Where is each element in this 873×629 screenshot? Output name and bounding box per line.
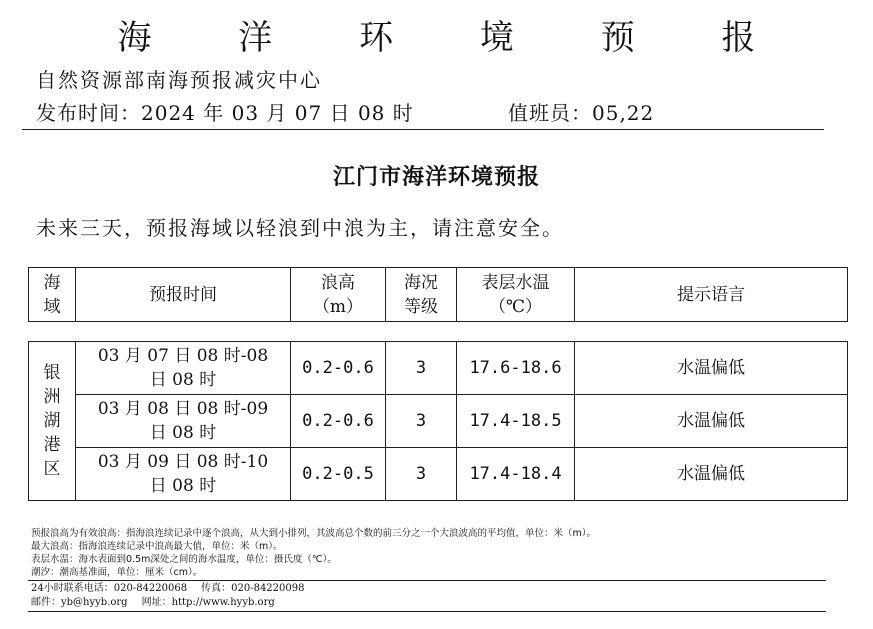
website-label: 网址： — [141, 597, 172, 608]
duty-officer-label: 值班员： — [508, 101, 592, 125]
region-char: 湖 — [43, 411, 61, 431]
period-line1: 03 月 07 日 08 时-08 — [97, 346, 269, 366]
contact-info — [31, 582, 304, 610]
temperature-cell: 17.4-18.5 — [457, 395, 575, 448]
table-row — [29, 395, 848, 448]
period-line2: 日 08 时 — [149, 370, 217, 390]
temperature-cell: 17.6-18.6 — [457, 342, 575, 395]
column-header-tip: 提示语言 — [575, 268, 848, 322]
region-char: 港 — [43, 435, 61, 455]
footnotes — [31, 527, 596, 579]
region-char: 区 — [43, 459, 61, 479]
release-time-value: 2024 年 03 月 07 日 08 时 — [141, 101, 414, 125]
column-header-sea-state — [386, 268, 457, 322]
forecast-table-header — [28, 267, 848, 322]
sea-state-cell: 3 — [386, 448, 457, 501]
column-header-period: 预报时间 — [76, 268, 291, 322]
period-line2: 日 08 时 — [149, 476, 217, 496]
contact-line-web — [31, 596, 304, 610]
fax-number: 020-84220098 — [231, 583, 305, 594]
release-time-line — [36, 97, 414, 126]
tip-cell: 水温偏低 — [575, 448, 848, 501]
sea-state-cell: 3 — [386, 395, 457, 448]
tip-cell: 水温偏低 — [575, 395, 848, 448]
website-link[interactable]: http://www.hyyb.org — [171, 597, 275, 608]
duty-officer-ids: 05,22 — [592, 101, 655, 125]
hotline-label: 24小时联系电话： — [31, 583, 114, 594]
footnote-max-wave: 最大浪高：指海浪连续记录中浪高最大值，单位：米（m）。 — [31, 541, 283, 552]
footnote-tide: 潮汐：潮高基准面，单位：厘米（cm）。 — [31, 567, 203, 578]
forecast-title: 江门市海洋环境预报 — [332, 164, 540, 190]
period-cell — [76, 342, 291, 395]
duty-officer-line — [508, 97, 654, 126]
footnote-wave-height: 预报浪高为有效浪高：指海浪连续记录中逐个浪高，从大到小排列，其波高总个数的前三分之一个大浪波高的平均值，单位：米（m）。 — [31, 528, 597, 539]
tip-cell: 水温偏低 — [575, 342, 848, 395]
wave-header-line2: （m） — [312, 296, 364, 317]
contact-divider-top — [28, 580, 826, 581]
hotline-number: 020-84220068 — [113, 583, 188, 594]
sea-state-cell: 3 — [386, 342, 457, 395]
temp-header-line1: 表层水温 — [481, 272, 550, 293]
wave-cell: 0.2-0.5 — [291, 448, 386, 501]
wave-header-line1: 浪高 — [321, 272, 355, 293]
region-cell — [29, 342, 76, 501]
contact-divider-bottom — [28, 611, 826, 612]
document-title: 海 洋 环 境 预 报 — [117, 18, 794, 58]
wave-cell: 0.2-0.6 — [291, 342, 386, 395]
region-header-line1: 海 — [43, 272, 61, 293]
period-line2: 日 08 时 — [149, 423, 217, 443]
column-header-temperature — [457, 268, 575, 322]
sea-header-line1: 海况 — [404, 272, 438, 293]
contact-line-phone — [31, 582, 304, 596]
period-line1: 03 月 08 日 08 时-09 — [97, 399, 269, 419]
header-row — [29, 268, 848, 322]
email-address[interactable]: yb@hyyb.org — [61, 597, 128, 608]
table-row — [29, 448, 848, 501]
period-line1: 03 月 09 日 08 时-10 — [97, 452, 269, 472]
column-header-region — [29, 268, 76, 322]
period-cell — [76, 448, 291, 501]
forecast-table-body — [28, 341, 848, 501]
region-header-line2: 域 — [43, 296, 61, 317]
wave-cell: 0.2-0.6 — [291, 395, 386, 448]
period-cell — [76, 395, 291, 448]
column-header-wave — [291, 268, 386, 322]
release-time-label: 发布时间： — [36, 101, 141, 125]
table-row — [29, 342, 848, 395]
header-divider — [22, 129, 824, 130]
forecast-summary: 未来三天，预报海域以轻浪到中浪为主，请注意安全。 — [36, 216, 564, 240]
temp-header-line2: （℃） — [488, 296, 543, 317]
region-char: 洲 — [43, 387, 61, 407]
footnote-surface-temp: 表层水温：海水表面到0.5m深处之间的海水温度，单位：摄氏度（℃）。 — [31, 554, 337, 565]
issuer-name: 自然资源部南海预报减灾中心 — [36, 68, 322, 92]
region-char: 银 — [43, 363, 61, 383]
temperature-cell: 17.4-18.4 — [457, 448, 575, 501]
email-label: 邮件： — [31, 597, 61, 608]
fax-label: 传真： — [201, 583, 232, 594]
sea-header-line2: 等级 — [404, 296, 438, 317]
